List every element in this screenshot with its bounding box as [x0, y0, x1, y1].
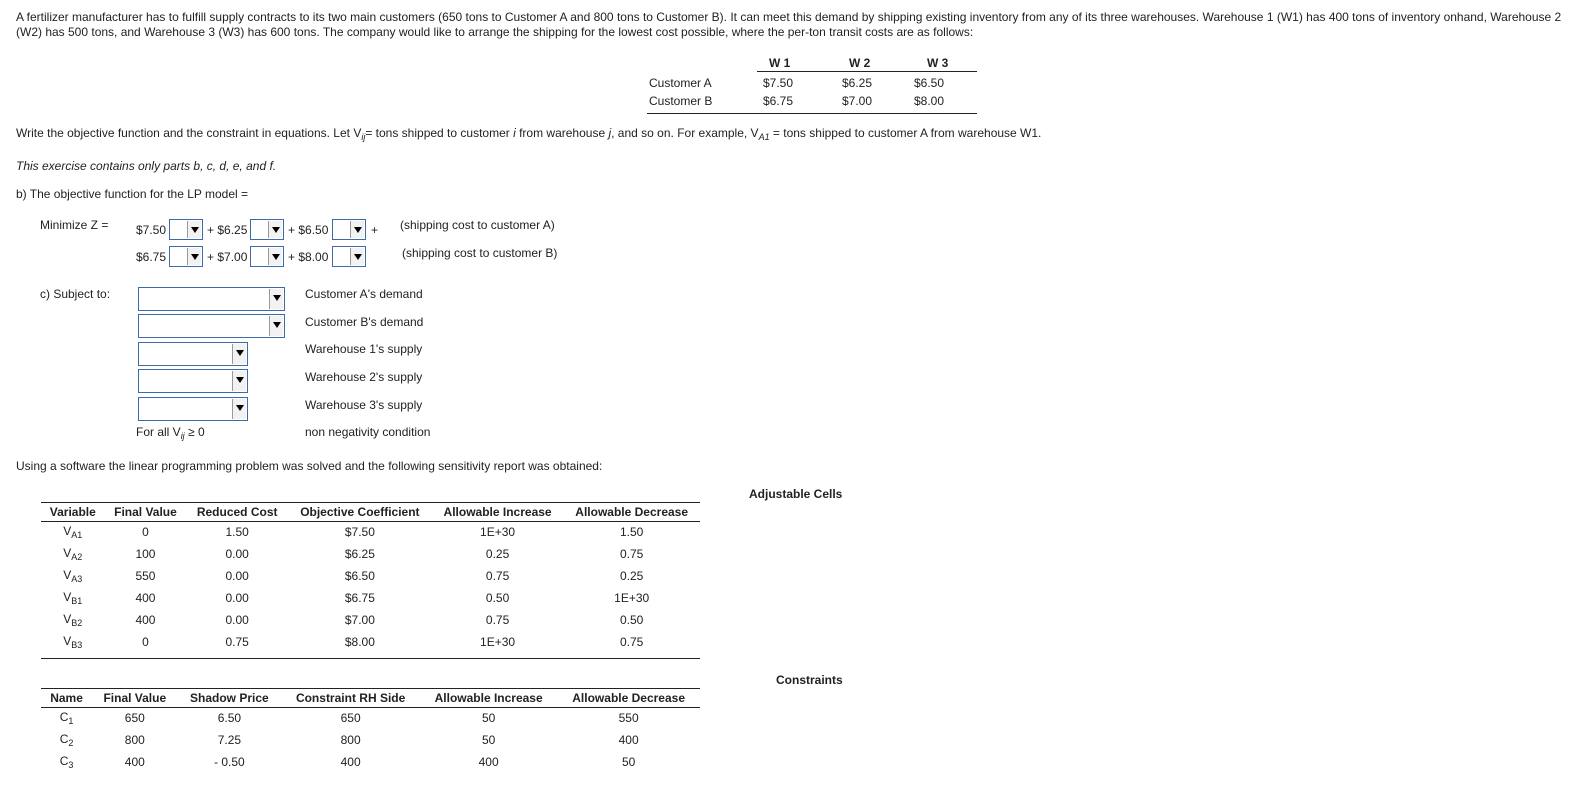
- variable-cell: $V_{B1}$: [63, 590, 83, 606]
- variable-cell: $V_{B3}$: [63, 634, 83, 650]
- col-header: Final Value: [114, 505, 177, 519]
- table-cell: 400: [135, 613, 156, 627]
- coef-b2: + $7.00: [207, 250, 248, 264]
- table-cell: 0.75: [485, 569, 510, 583]
- chevron-down-icon: [187, 221, 201, 238]
- chevron-down-icon: [187, 248, 201, 265]
- constraint-label: Warehouse 1's supply: [305, 342, 423, 356]
- chevron-down-icon: [350, 221, 364, 238]
- table-cell: 550: [135, 569, 156, 583]
- col-header: Final Value: [103, 691, 167, 705]
- table-cell: 50: [621, 755, 636, 769]
- col-header: Variable: [49, 505, 96, 519]
- table-cell: 0.75: [225, 635, 249, 649]
- table-cell: 0.75: [485, 613, 510, 627]
- problem-statement: A fertilizer manufacturer has to fulfill supply contracts to its two main customers (650 tons to Customer A and 800 tons to Customer B). It can meet this demand by shipping existing inventory from any of its three warehouses. Warehouse 1 (W1) has 400 tons of inventory onhand, Warehouse 2 (W2) has 500 tons, and Warehouse 3 (W3) has 600 tons. The company would like to arrange the shipping for the lowest cost possible, where the per-ton transit costs are as follows:: [16, 10, 1562, 39]
- cost-table: [647, 56, 977, 114]
- col-header: Objective Coefficient: [300, 505, 420, 519]
- chevron-down-icon: [350, 248, 364, 265]
- cost-cell: $7.50: [763, 76, 794, 90]
- constraint-label: Customer A's demand: [305, 287, 423, 301]
- cost-header-w2: W 2: [849, 56, 871, 70]
- nonneg-expression: For all $V_{ij} \ge 0$: [136, 425, 205, 441]
- variable-cell: $V_{A1}$: [63, 524, 83, 540]
- table-cell: 800: [124, 733, 145, 747]
- variable-cell: $V_{A3}$: [63, 568, 83, 584]
- table-cell: 6.50: [217, 711, 242, 725]
- name-cell: $C_2$: [59, 732, 74, 748]
- adjustable-cells-table: [41, 503, 700, 653]
- table-cell: 1E+30: [480, 635, 516, 649]
- constraints-table: [41, 689, 700, 773]
- table-row: [41, 707, 700, 729]
- exercise-note: This exercise contains only parts b, c, d, e, and f.: [16, 159, 277, 173]
- table-cell: 100: [135, 547, 156, 561]
- col-header: Constraint RH Side: [295, 691, 406, 705]
- nonneg-label: non negativity condition: [305, 425, 431, 439]
- constraint-label: Customer B's demand: [305, 315, 424, 329]
- table-cell: $6.50: [344, 569, 375, 583]
- table-cell: 400: [340, 755, 361, 769]
- constraint-w2-supply-select[interactable]: [138, 369, 248, 393]
- table-cell: 400: [135, 591, 156, 605]
- note-customer-b: (shipping cost to customer B): [402, 246, 558, 260]
- variable-cell: $V_{B2}$: [63, 612, 83, 628]
- constraint-a-demand-select[interactable]: [138, 287, 285, 311]
- cost-cell: $6.50: [914, 76, 945, 90]
- constraint-label: Warehouse 3's supply: [305, 398, 423, 412]
- instruction-text: Write the objective function and the constraint in equations. Let $V_{ij}=$ tons shipped to customer i from warehouse j, and so on. For example, $V_{A1}$ = tons shipped to customer A from warehouse W1.: [16, 126, 1042, 142]
- coef-a1: $7.50: [136, 223, 167, 237]
- chevron-down-icon: [232, 371, 246, 391]
- var-a3-select[interactable]: [332, 219, 366, 240]
- table-cell: 0.50: [485, 591, 510, 605]
- table-row: [41, 521, 700, 543]
- chevron-down-icon: [269, 289, 283, 309]
- table-cell: 0.50: [619, 613, 644, 627]
- table-cell: 1E+30: [480, 525, 516, 539]
- table-header-row: [41, 503, 700, 521]
- table-cell: 0: [142, 635, 149, 649]
- col-header: Allowable Increase: [434, 691, 543, 705]
- table-cell: 0.75: [619, 547, 644, 561]
- coef-a2: + $6.25: [207, 223, 248, 237]
- cost-cell: $7.00: [842, 94, 873, 108]
- constraint-w3-supply-select[interactable]: [138, 397, 248, 421]
- chevron-down-icon: [269, 316, 283, 336]
- table-cell: 0.00: [225, 591, 249, 605]
- cost-row-label: Customer B: [649, 94, 713, 108]
- table-cell: $6.25: [344, 547, 375, 561]
- var-b3-select[interactable]: [332, 246, 366, 267]
- table-cell: 50: [481, 733, 496, 747]
- table-cell: 0.00: [225, 613, 249, 627]
- table-cell: 800: [340, 733, 361, 747]
- col-header: Allowable Decrease: [572, 691, 685, 705]
- table-cell: 0.00: [225, 569, 249, 583]
- table-row: [41, 543, 700, 565]
- col-header: Name: [50, 691, 83, 705]
- table-cell: 0.00: [225, 547, 249, 561]
- cost-cell: $6.25: [842, 76, 873, 90]
- table-header-row: [41, 689, 700, 707]
- table-row: [41, 751, 700, 773]
- cost-row-label: Customer A: [649, 76, 712, 90]
- table-row: [41, 609, 700, 631]
- table-cell: $6.75: [344, 591, 375, 605]
- table-cell: 650: [124, 711, 145, 725]
- col-header: Shadow Price: [190, 691, 269, 705]
- name-cell: $C_3$: [59, 754, 74, 770]
- table-cell: 1E+30: [614, 591, 650, 605]
- plus-sign: +: [371, 223, 379, 237]
- software-text: Using a software the linear programming problem was solved and the following sensitivity report was obtained:: [16, 459, 603, 473]
- note-customer-a: (shipping cost to customer A): [400, 218, 555, 232]
- variable-cell: $V_{A2}$: [63, 546, 83, 562]
- adjustable-cells-title: Adjustable Cells: [749, 487, 843, 501]
- table-cell: 0: [142, 525, 149, 539]
- table-cell: 0.25: [485, 547, 510, 561]
- table-cell: 550: [618, 711, 639, 725]
- table-cell: $7.50: [344, 525, 375, 539]
- coef-b1: $6.75: [136, 250, 167, 264]
- coef-a3: + $6.50: [288, 223, 329, 237]
- chevron-down-icon: [232, 399, 246, 419]
- col-header: Allowable Decrease: [575, 505, 689, 519]
- table-cell: 0.75: [619, 635, 644, 649]
- name-cell: $C_1$: [59, 710, 74, 726]
- constraint-label: Warehouse 2's supply: [305, 370, 423, 384]
- chevron-down-icon: [268, 248, 282, 265]
- cost-cell: $6.75: [763, 94, 794, 108]
- chevron-down-icon: [268, 221, 282, 238]
- constraint-b-demand-select[interactable]: [138, 314, 285, 338]
- table-cell: 0.25: [619, 569, 644, 583]
- cost-header-w3: W 3: [927, 56, 949, 70]
- col-header: Allowable Increase: [443, 505, 552, 519]
- var-a1-select[interactable]: [169, 219, 203, 240]
- constraint-w1-supply-select[interactable]: [138, 342, 248, 366]
- table-cell: 50: [481, 711, 496, 725]
- table-cell: - 0.50: [214, 755, 245, 769]
- cost-cell: $8.00: [914, 94, 945, 108]
- table-row: [41, 729, 700, 751]
- table-cell: 650: [340, 711, 361, 725]
- part-b-heading: b) The objective function for the LP model =: [16, 187, 249, 201]
- table-cell: 400: [618, 733, 639, 747]
- coef-b3: + $8.00: [288, 250, 329, 264]
- chevron-down-icon: [232, 344, 246, 364]
- part-c-heading: c) Subject to:: [40, 287, 111, 301]
- table-cell: 7.25: [217, 733, 242, 747]
- table-row: [41, 631, 700, 653]
- table-row: [41, 587, 700, 609]
- table-cell: 1.50: [619, 525, 644, 539]
- var-b1-select[interactable]: [169, 246, 203, 267]
- cost-header-w1: W 1: [769, 56, 791, 70]
- table-cell: $7.00: [344, 613, 375, 627]
- var-b2-select[interactable]: [250, 246, 284, 267]
- minimize-label: Minimize Z =: [40, 218, 109, 232]
- table-row: [41, 565, 700, 587]
- table-cell: 1.50: [225, 525, 249, 539]
- table-cell: 400: [478, 755, 499, 769]
- table-cell: $8.00: [344, 635, 375, 649]
- col-header: Reduced Cost: [196, 505, 278, 519]
- constraints-title: Constraints: [776, 673, 843, 687]
- table-cell: 400: [124, 755, 145, 769]
- var-a2-select[interactable]: [250, 219, 284, 240]
